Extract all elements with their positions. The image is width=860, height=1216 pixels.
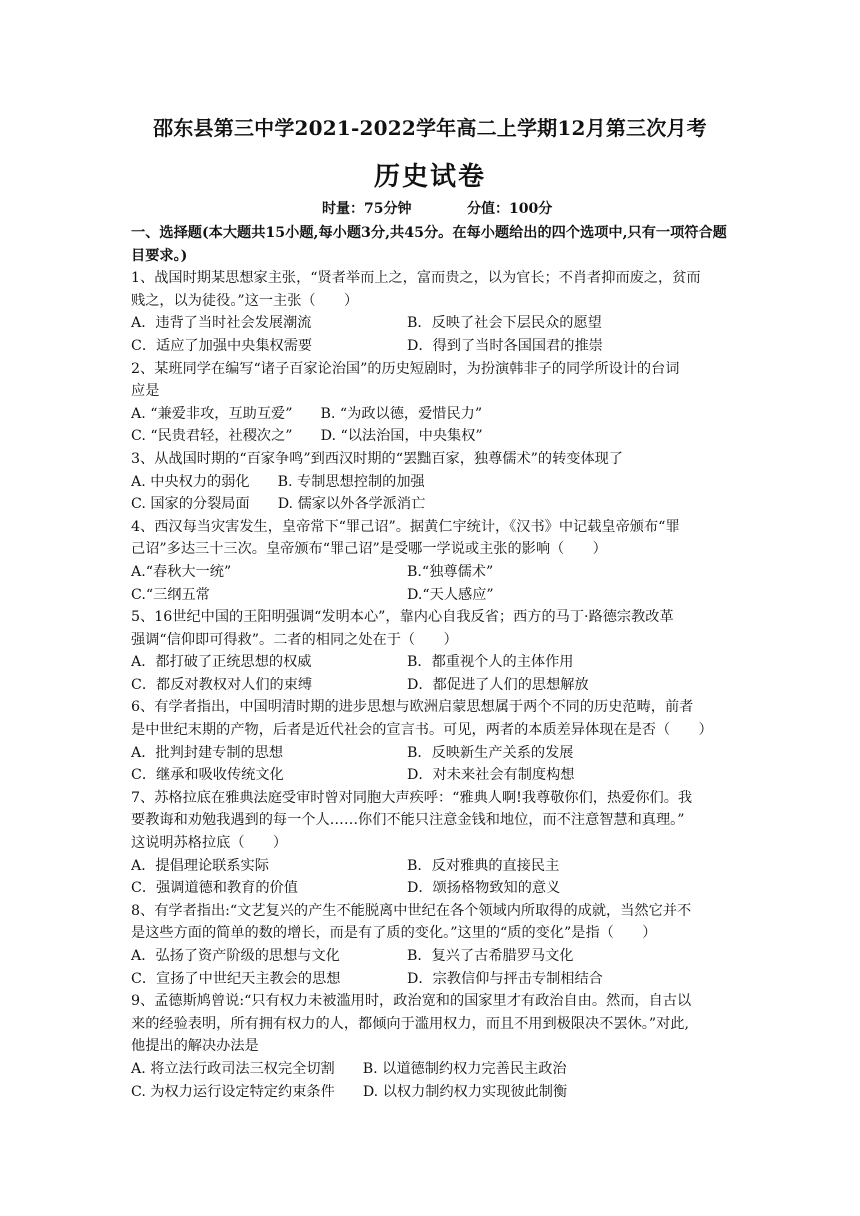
option-a: A．弘扬了资产阶级的思想与文化 [131, 948, 340, 964]
question-stem: 他提出的解决办法是 [131, 1038, 259, 1055]
options-row [131, 945, 731, 968]
option-d: D. “以法治国，中央集权” [320, 428, 483, 445]
option-d: D.“天人感应” [407, 586, 494, 603]
question-stem: 应是 [131, 383, 160, 400]
option-b: B. 以道德制约权力完善民主政治 [362, 1060, 567, 1077]
option-b: B．都重视个人的主体作用 [407, 654, 574, 671]
option-b: B．反映新生产关系的发展 [407, 744, 574, 761]
option-a: A．违背了当时社会发展潮流 [131, 315, 312, 332]
exam-title: 邵东县第三中学2021-2022学年高二上学期12月第三次月考 [153, 116, 707, 140]
options-row [131, 651, 731, 674]
option-d: D．都促进了人们的思想解放 [407, 676, 589, 693]
question-stem: 己诏”多达三十三次。皇帝颁布“罪己诏”是受哪一学说或主张的影响（ ） [131, 541, 607, 558]
option-d: D．颂扬格物致知的意义 [407, 880, 561, 897]
option-b: B. 专制思想控制的加强 [277, 473, 425, 490]
question-stem: 7、苏格拉底在雅典法庭受审时曾对同胞大声疾呼：“雅典人啊!我尊敬你们，热爱你们。我 [131, 789, 693, 806]
question-stem: 2、某班同学在编写“诸子百家论治国”的历史短剧时，为扮演韩非子的同学所设计的台词 [131, 360, 680, 377]
option-c: C. 为权力运行设定特定约束条件 [131, 1083, 335, 1100]
options-row [131, 674, 731, 697]
option-c: C．都反对教权对人们的束缚 [131, 676, 313, 693]
question-stem: 是中世纪末期的产物，后者是近代社会的宣言书。可见，两者的本质差异体现在是否（ ） [131, 722, 713, 739]
option-c: C．宣扬了中世纪天主教会的思想 [131, 970, 341, 987]
option-a: A. “兼爱非攻，互助互爱” [131, 405, 293, 422]
question-stem: 8、有学者指出:“文艺复兴的产生不能脱离中世纪在各个领域内所取得的成就，当然它并不 [131, 902, 692, 919]
options-row [131, 493, 731, 516]
option-d: D. 以权力制约权力实现彼此制衡 [362, 1083, 568, 1100]
option-c: C. “民贵君轻，社稷次之” [131, 428, 293, 445]
options-row [131, 855, 731, 878]
option-a: A．批判封建专制的思想 [131, 744, 284, 761]
question-stem: 贱之，以为徒役。”这一主张（ ） [131, 292, 359, 309]
option-c: C.“三纲五常 [131, 586, 210, 603]
option-c: C．继承和吸收传统文化 [131, 767, 284, 784]
options-row [131, 968, 731, 991]
question-stem: 来的经验表明，所有拥有权力的人，都倾向于滥用权力，而且不用到极限决不罢休。”对此, [131, 1015, 689, 1032]
options-row [131, 764, 731, 787]
options-row [131, 584, 731, 607]
options-row [131, 877, 731, 900]
options-row [131, 561, 731, 584]
question-stem: 6、有学者指出，中国明清时期的进步思想与欧洲启蒙思想属于两个不同的历史范畴，前者 [131, 699, 694, 716]
option-d: D．得到了当时各国国君的推崇 [407, 337, 603, 354]
option-a: A. 将立法行政司法三权完全切割 [131, 1060, 335, 1077]
question-stem: 要教诲和劝勉我遇到的每一个人……你们不能只注意金钱和地位，而不注意智慧和真理。” [131, 812, 685, 829]
question-stem: 5、16世纪中国的王阳明强调“发明本心”，靠内心自我反省；西方的马丁·路德宗教改革 [131, 609, 674, 626]
exam-time: 时量：75分钟 [322, 201, 412, 217]
question-stem: 1、战国时期某思想家主张，“贤者举而上之，富而贵之，以为官长；不肖者抑而废之，贫而 [131, 270, 701, 287]
option-d: D．对未来社会有制度构想 [407, 767, 575, 784]
option-b: B. “为政以德，爱惜民力” [320, 405, 483, 422]
options-row [131, 742, 731, 765]
question-stem: 是这些方面的简单的数的增长，而是有了质的变化。”这里的“质的变化”是指（ ） [131, 925, 657, 942]
option-a: A．提倡理论联系实际 [131, 857, 269, 874]
options-row [131, 403, 731, 426]
option-c: C. 国家的分裂局面 [131, 496, 250, 513]
option-d: D. 儒家以外各学派消亡 [277, 496, 426, 513]
option-b: B．反映了社会下层民众的愿望 [407, 315, 602, 332]
section-heading: 一、选择题(本大题共15小题,每小题3分,共45分。在每小题给出的四个选项中,只有一项符合题目要求。) [131, 225, 727, 264]
option-c: C．适应了加强中央集权需要 [131, 337, 313, 354]
options-row [131, 425, 731, 448]
question-stem: 4、西汉每当灾害发生，皇帝常下“罪己诏”。据黄仁宇统计，《汉书》中记载皇帝颁布“罪 [131, 518, 680, 535]
options-row [131, 471, 731, 494]
option-b: B．反对雅典的直接民主 [407, 857, 560, 874]
option-a: A．都打破了正统思想的权威 [131, 654, 312, 671]
question-stem: 3、从战国时期的“百家争鸣”到西汉时期的“罢黜百家，独尊儒术”的转变体现了 [131, 450, 624, 467]
options-row [131, 335, 731, 358]
options-row [131, 1058, 731, 1081]
exam-subtitle: 历史试卷 [373, 162, 486, 192]
exam-content [131, 222, 731, 1103]
question-stem: 9、孟德斯鸠曾说:“只有权力未被滥用时，政治宽和的国家里才有政治自由。然而，自古以 [131, 993, 692, 1010]
question-stem: 这说明苏格拉底（ ） [131, 835, 288, 852]
option-a: A. 中央权力的弱化 [131, 473, 250, 490]
option-d: D．宗教信仰与抨击专制相结合 [407, 970, 603, 987]
option-b: B.“独尊儒术” [407, 563, 494, 580]
option-b: B．复兴了古希腊罗马文化 [407, 948, 574, 964]
question-stem: 强调“信仰即可得救”。二者的相同之处在于（ ） [131, 631, 458, 648]
options-row [131, 312, 731, 335]
exam-score: 分值：100分 [467, 201, 553, 217]
option-c: C．强调道德和教育的价值 [131, 880, 298, 897]
option-a: A.“春秋大一统” [131, 563, 232, 580]
options-row [131, 1081, 731, 1104]
